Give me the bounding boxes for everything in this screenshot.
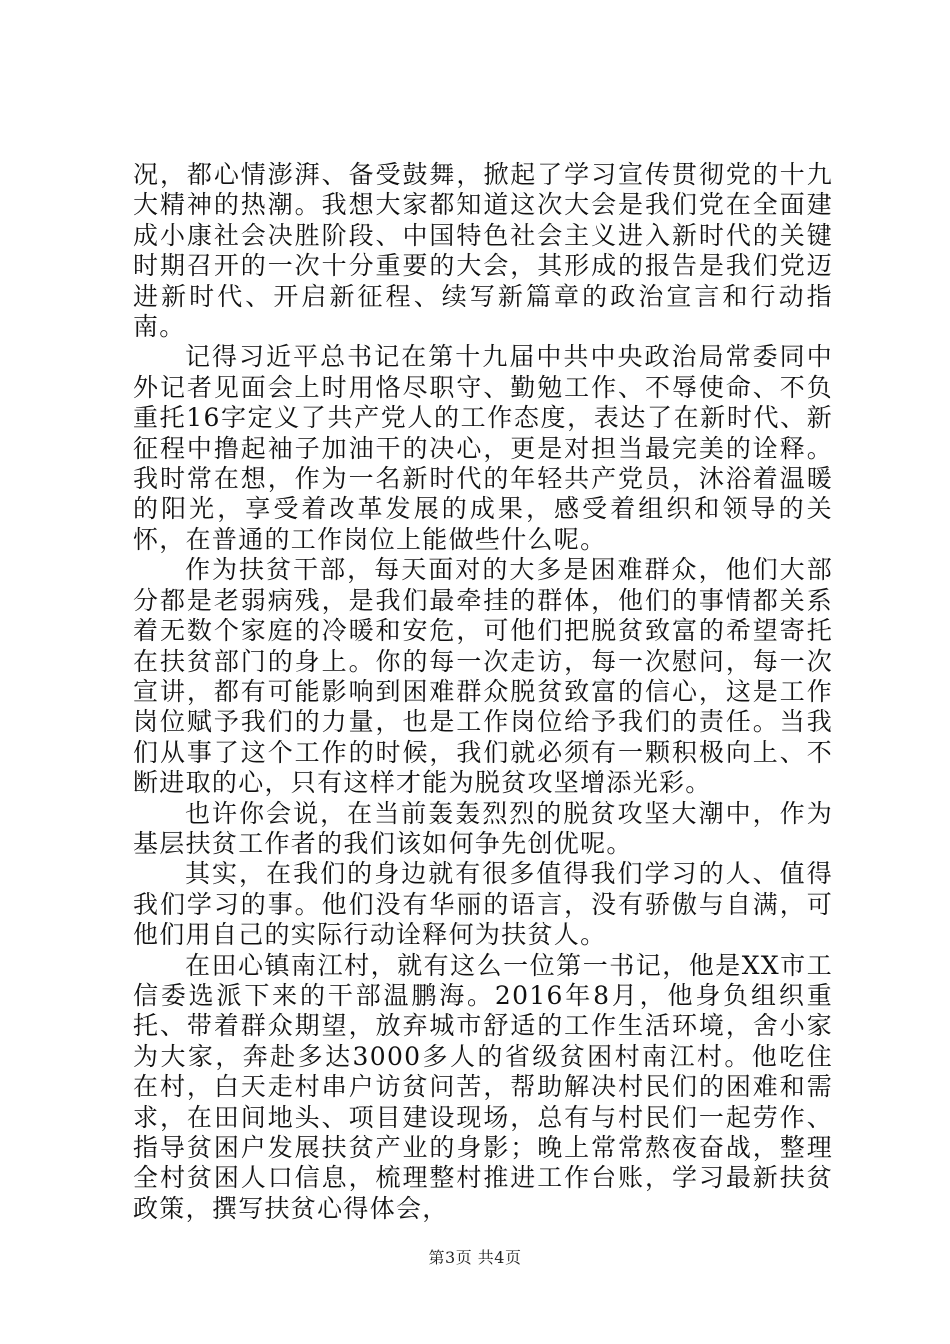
paragraph-4: 也许你会说，在当前轰轰烈烈的脱贫攻坚大潮中，作为基层扶贫工作者的我们该如何争先创优呢。 [133,798,833,858]
page-number-label: 第3页 共4页 [428,1248,522,1267]
page-footer [0,1245,950,1268]
document-body [133,160,833,1224]
paragraph-3: 作为扶贫干部，每天面对的大多是困难群众，他们大部分都是老弱病残，是我们最牵挂的群体，他们的事情都关系着无数个家庭的冷暖和安危，可他们把脱贫致富的希望寄托在扶贫部门的身上。你的每一次走访，每一次慰问，每一次宣讲，都有可能影响到困难群众脱贫致富的信心，这是工作岗位赋予我们的力量，也是工作岗位给予我们的责任。当我们从事了这个工作的时候，我们就必须有一颗积极向上、不断进取的心，只有这样才能为脱贫攻坚增添光彩。 [133,555,833,798]
paragraph-6: 在田心镇南江村，就有这么一位第一书记，他是XX市工信委选派下来的干部温鹏海。2016年8月，他身负组织重托、带着群众期望，放弃城市舒适的工作生活环境，舍小家为大家，奔赴多达3000多人的省级贫困村南江村。他吃住在村，白天走村串户访贫问苦，帮助解决村民们的困难和需求，在田间地头、项目建设现场，总有与村民们一起劳作、指导贫困户发展扶贫产业的身影；晚上常常熬夜奋战，整理全村贫困人口信息，梳理整村推进工作台账，学习最新扶贫政策，撰写扶贫心得体会， [133,950,833,1223]
paragraph-1: 况，都心情澎湃、备受鼓舞，掀起了学习宣传贯彻党的十九大精神的热潮。我想大家都知道这次大会是我们党在全面建成小康社会决胜阶段、中国特色社会主义进入新时代的关键时期召开的一次十分重要的大会，其形成的报告是我们党迈进新时代、开启新征程、续写新篇章的政治宣言和行动指南。 [133,160,833,342]
paragraph-5: 其实，在我们的身边就有很多值得我们学习的人、值得我们学习的事。他们没有华丽的语言，没有骄傲与自满，可他们用自己的实际行动诠释何为扶贫人。 [133,859,833,950]
paragraph-2: 记得习近平总书记在第十九届中共中央政治局常委同中外记者见面会上时用恪尽职守、勤勉工作、不辱使命、不负重托16字定义了共产党人的工作态度，表达了在新时代、新征程中撸起袖子加油干的决心，更是对担当最完美的诠释。我时常在想，作为一名新时代的年轻共产党员，沐浴着温暖的阳光，享受着改革发展的成果，感受着组织和领导的关怀，在普通的工作岗位上能做些什么呢。 [133,342,833,554]
